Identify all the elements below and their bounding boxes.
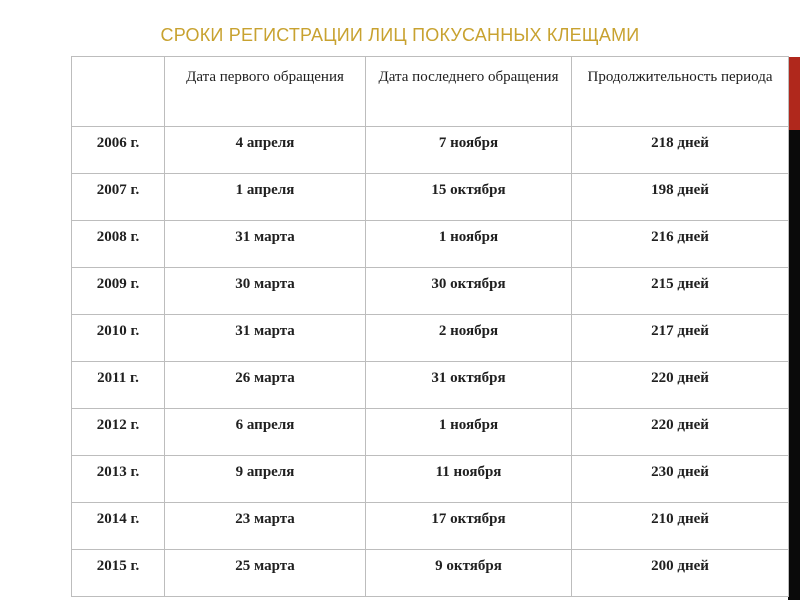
duration-cell: 216 дней [572, 221, 789, 268]
table-row [72, 550, 789, 597]
year-cell: 2010 г. [72, 315, 165, 362]
duration-cell: 215 дней [572, 268, 789, 315]
header-cell-last-date: Дата последнего обращения [366, 57, 572, 127]
year-cell: 2008 г. [72, 221, 165, 268]
last-date-cell: 1 ноября [366, 409, 572, 456]
year-cell: 2006 г. [72, 127, 165, 174]
duration-cell: 230 дней [572, 456, 789, 503]
table-header-row [72, 57, 789, 127]
last-date-cell: 7 ноября [366, 127, 572, 174]
header-cell-first-date: Дата первого обращения [165, 57, 366, 127]
duration-cell: 198 дней [572, 174, 789, 221]
duration-cell: 218 дней [572, 127, 789, 174]
last-date-cell: 31 октября [366, 362, 572, 409]
first-date-cell: 30 марта [165, 268, 366, 315]
duration-cell: 210 дней [572, 503, 789, 550]
year-cell: 2011 г. [72, 362, 165, 409]
header-cell-duration: Продолжительность периода [572, 57, 789, 127]
table-row [72, 174, 789, 221]
table-row [72, 221, 789, 268]
first-date-cell: 25 марта [165, 550, 366, 597]
last-date-cell: 9 октября [366, 550, 572, 597]
first-date-cell: 26 марта [165, 362, 366, 409]
slide-title: СРОКИ РЕГИСТРАЦИИ ЛИЦ ПОКУСАННЫХ КЛЕЩАМИ [160, 25, 640, 45]
duration-cell: 217 дней [572, 315, 789, 362]
year-cell: 2014 г. [72, 503, 165, 550]
table-row [72, 503, 789, 550]
year-cell: 2009 г. [72, 268, 165, 315]
accent-stripe-red [788, 57, 800, 130]
header-cell-year [72, 57, 165, 127]
table-row [72, 315, 789, 362]
first-date-cell: 4 апреля [165, 127, 366, 174]
year-cell: 2012 г. [72, 409, 165, 456]
table-row [72, 268, 789, 315]
duration-cell: 220 дней [572, 362, 789, 409]
year-cell: 2007 г. [72, 174, 165, 221]
first-date-cell: 1 апреля [165, 174, 366, 221]
last-date-cell: 17 октября [366, 503, 572, 550]
table-body [72, 57, 789, 597]
table-row [72, 409, 789, 456]
duration-cell: 200 дней [572, 550, 789, 597]
last-date-cell: 2 ноября [366, 315, 572, 362]
accent-stripe-black [788, 130, 800, 600]
last-date-cell: 1 ноября [366, 221, 572, 268]
table-row [72, 127, 789, 174]
first-date-cell: 31 марта [165, 221, 366, 268]
duration-cell: 220 дней [572, 409, 789, 456]
table-row [72, 362, 789, 409]
year-cell: 2013 г. [72, 456, 165, 503]
year-cell: 2015 г. [72, 550, 165, 597]
first-date-cell: 6 апреля [165, 409, 366, 456]
first-date-cell: 23 марта [165, 503, 366, 550]
first-date-cell: 9 апреля [165, 456, 366, 503]
last-date-cell: 30 октября [366, 268, 572, 315]
table-row [72, 456, 789, 503]
last-date-cell: 15 октября [366, 174, 572, 221]
first-date-cell: 31 марта [165, 315, 366, 362]
last-date-cell: 11 ноября [366, 456, 572, 503]
registration-table [71, 56, 789, 597]
